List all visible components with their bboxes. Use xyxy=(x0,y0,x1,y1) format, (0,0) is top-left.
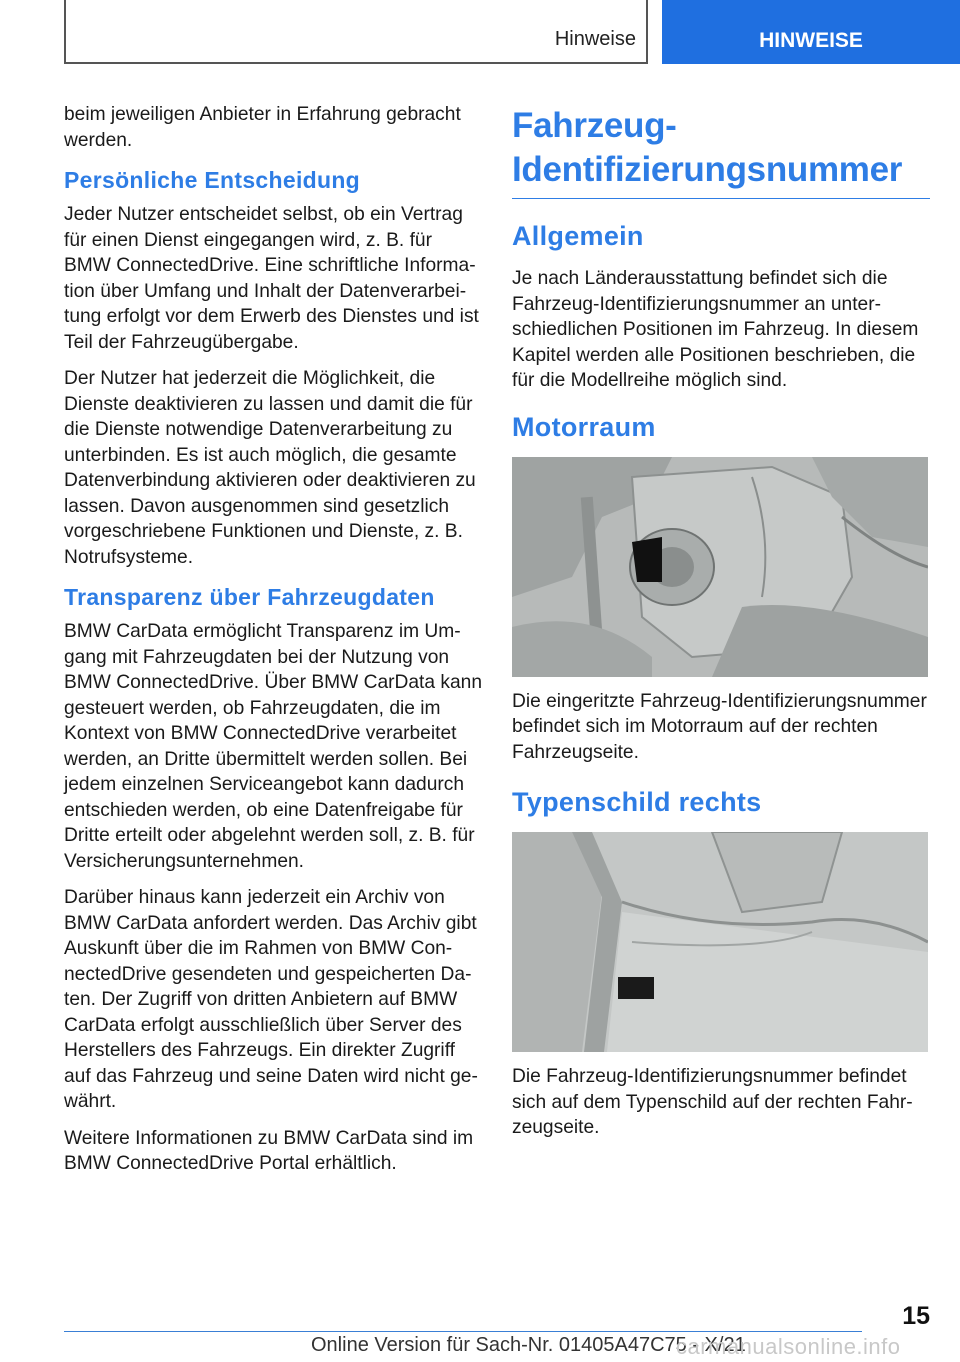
header-chapter-tab[interactable]: HINWEISE xyxy=(662,0,960,64)
heading-motorraum: Motorraum xyxy=(512,411,656,442)
paragraph-transparenz-3: Weitere Informationen zu BMW CarData sind im BMW ConnectedDrive Portal erhältlich. xyxy=(64,1127,474,1174)
paragraph-entscheidung-1: Jeder Nutzer entscheidet selbst, ob ein Vertrag für einen Dienst eingegangen wird, z. B. für BMW ConnectedDrive. Eine schriftliche Information über Umfang und Inhalt der Datenverarbeitung erfolgt vor dem Erwerb des Dienstes und ist Teil der Fahrzeugübergabe. xyxy=(64,204,479,353)
right-column xyxy=(512,104,930,1152)
paragraph-allgemein: Je nach Länderausstattung befindet sich die Fahrzeug-Identifizierungsnummer an unterschiedlichen Positionen im Fahrzeug. In diesem Kapitel werden alle Positionen beschrieben, die für die Modellreihe möglich sind. xyxy=(512,268,919,391)
chapter-title: Fahrzeug-Identifizierungsnummer xyxy=(512,106,903,189)
heading-allgemein: Allgemein xyxy=(512,221,644,251)
footer-rule xyxy=(64,1331,862,1332)
paragraph-entscheidung-2: Der Nutzer hat jederzeit die Möglichkeit, die Dienste deaktivieren zu lassen und damit die für die Dienste notwendige Datenverarbeitung zu unterbinden. Es ist auch möglich, die gesamte Datenverbindung aktivieren oder deaktivieren zu lassen. Davon ausgenommen sind gesetzlich vorgeschriebene Funktionen und Dienste, z. B. Notrufsysteme. xyxy=(64,368,476,568)
header-section-box xyxy=(64,0,648,64)
title-rule xyxy=(512,198,930,199)
paragraph-transparenz-2: Darüber hinaus kann jederzeit ein Archiv von BMW CarData anfordert werden. Das Archiv gibt Auskunft über die im Rahmen von BMW ConnectedDrive gesendeten und gespeicherten Daten. Der Zugriff von dritten Anbietern auf BMW CarData erfolgt ausschließlich über Server des Herstellers des Fahrzeugs. Ein direkter Zugriff auf das Fahrzeug und seine Daten wird nicht gewährt. xyxy=(64,887,478,1112)
type-plate-illustration xyxy=(512,832,928,1052)
header-section-title: Hinweise xyxy=(554,28,636,50)
watermark-text: carmanualsonline.info xyxy=(676,1334,901,1359)
engine-bay-illustration xyxy=(512,457,928,677)
caption-typenschild: Die Fahrzeug-Identifizierungsnummer befindet sich auf dem Typenschild auf der rechten Fahrzeugseite. xyxy=(512,1066,913,1138)
paragraph-transparenz-1: BMW CarData ermöglicht Transparenz im Umgang mit Fahrzeugdaten bei der Nutzung von BMW ConnectedDrive. Über BMW CarData kann gesteuert werden, ob Fahrzeugdaten, die im Kontext von BMW ConnectedDrive verarbeitet werden, an Dritte übermittelt werden sollen. Bei jedem einzelnen Serviceangebot kann dadurch entschieden werden, ob eine Datenfreigabe für Dritte erteilt oder abgelehnt werden soll, z. B. für Versicherungsunternehmen. xyxy=(64,621,482,872)
page-number: 15 xyxy=(902,1302,930,1330)
heading-typenschild: Typenschild rechts xyxy=(512,787,762,817)
heading-transparenz: Transparenz über Fahrzeugdaten xyxy=(64,584,435,610)
footer-version-note: Online Version für Sach-Nr. 01405A47C75 - X/21 xyxy=(311,1334,746,1356)
heading-persoenliche-entscheidung: Persönliche Entscheidung xyxy=(64,167,361,193)
type-plate-image xyxy=(512,832,928,1052)
left-column xyxy=(64,102,482,1188)
paragraph-continuation: beim jeweiligen Anbieter in Erfahrung gebracht werden. xyxy=(64,104,461,151)
engine-bay-image xyxy=(512,457,928,677)
caption-motorraum: Die eingeritzte Fahrzeug-Identifizierungsnummer befindet sich im Motorraum auf der rechten Fahrzeugseite. xyxy=(512,690,927,763)
